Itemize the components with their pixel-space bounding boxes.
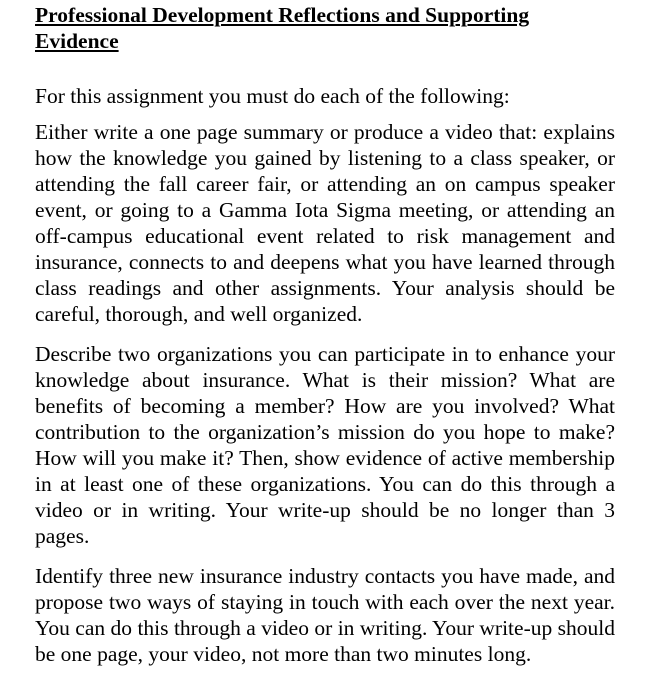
requirement-paragraph-1: Either write a one page summary or produce a video that: explains how the knowledge you gained by listening to a class speaker, or attending the fall career fair, or attending an on campus speaker event, or going to a Gamma Iota Sigma meeting, or attending an off-campus educational event related to risk management and insurance, connects to and deepens what you have learned through class readings and other assignments. Your analysis should be careful, thorough, and well organized. [35,120,615,326]
document-title: Professional Development Reflections and Supporting Evidence [35,3,530,53]
requirement-paragraph-3: Identify three new insurance industry contacts you have made, and propose two ways of staying in touch with each over the next year. You can do this through a video or in writing. Your write-up should be one page, your video, not more than two minutes long. [35,564,615,666]
document-page [35,2,615,667]
intro-text: For this assignment you must do each of the following: [35,84,510,108]
requirement-paragraph-2: Describe two organizations you can participate in to enhance your knowledge about insurance. What is their mission? What are benefits of becoming a member? How are you involved? What contribution to the organization’s mission do you hope to make? How will you make it? Then, show evidence of active membership in at least one of these organizations. You can do this through a video or in writing. Your write-up should be no longer than 3 pages. [35,342,615,548]
